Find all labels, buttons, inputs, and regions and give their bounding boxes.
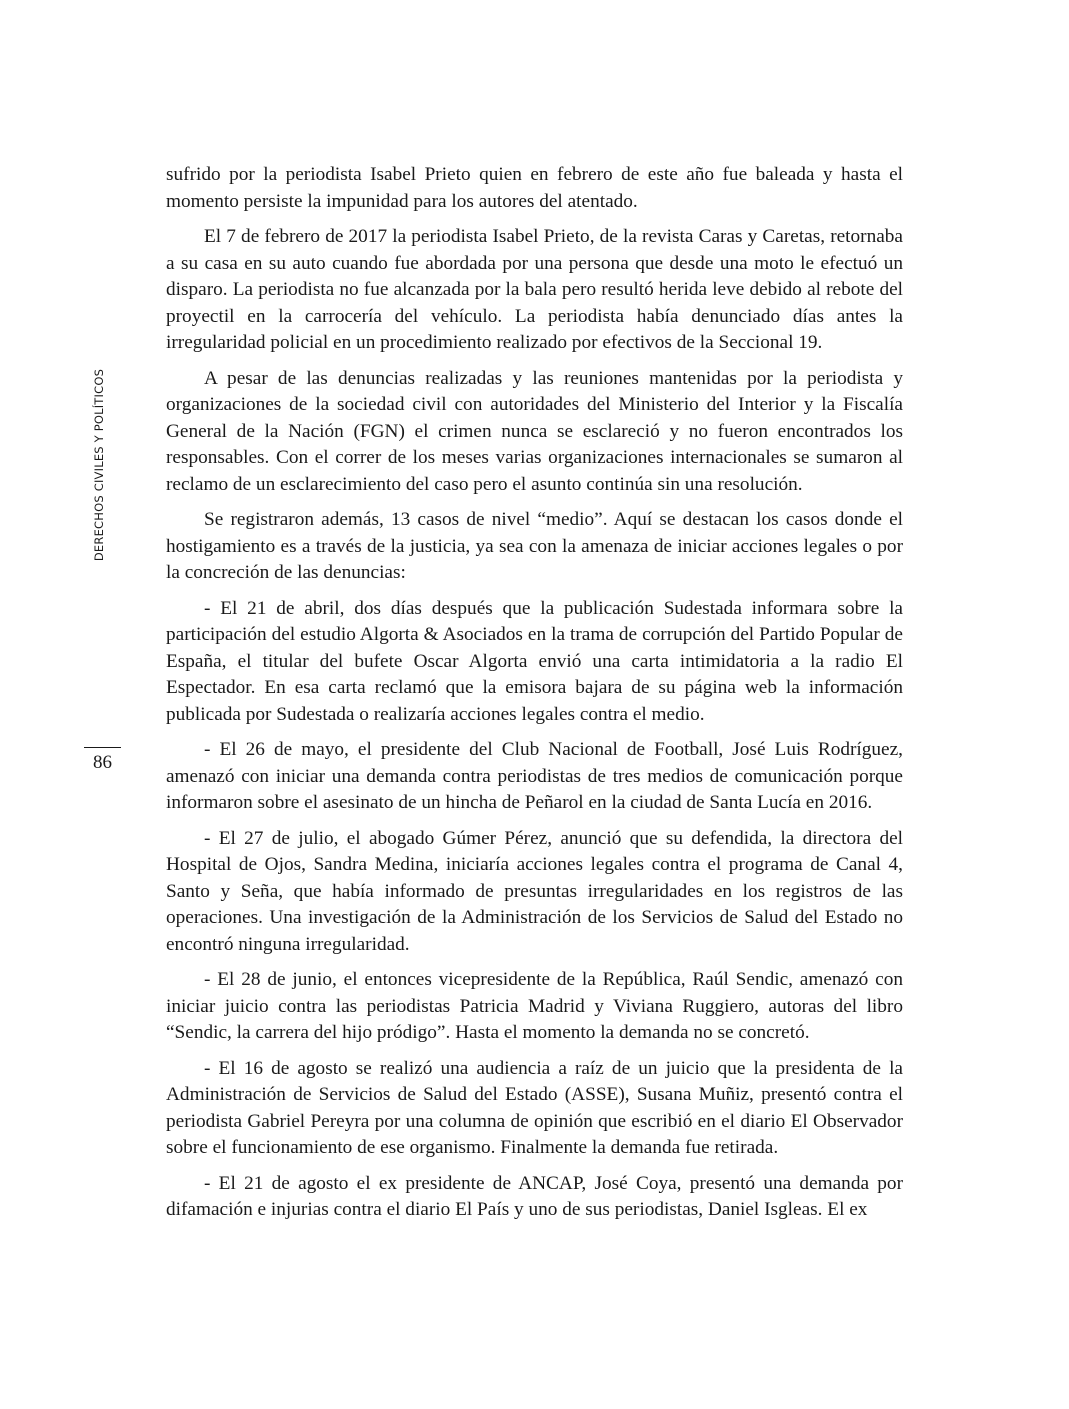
paragraph: El 7 de febrero de 2017 la periodista Isabel Prieto, de la revista Caras y Caretas, retornaba a su casa en su auto cuando fue abordada por una persona que desde una moto le efectuó un disparo. La periodista no fue alcanzada por la bala pero resultó herida leve debido al rebote del proyectil en la carrocería del vehículo. La periodista había denunciado días antes la irregularidad policial en un procedimiento realizado por efectivos de la Seccional 19. (166, 226, 903, 353)
page-number: 86 (93, 752, 112, 773)
paragraph-case-item: - El 21 de abril, dos días después que la publicación Sudestada informara sobre la participación del estudio Algorta & Asociados en la trama de corrupción del Partido Popular de España, el titular del bufete Oscar Algorta envió una carta intimidatoria a la radio El Espectador. En esa carta reclamó que la emisora bajara de su página web la información publicada por Sudestada o realizaría acciones legales contra el medio. (166, 597, 903, 725)
paragraph: A pesar de las denuncias realizadas y las reuniones mantenidas por la periodista y organizaciones de la sociedad civil con autoridades del Ministerio del Interior y la Fiscalía General de la Nación (FGN) el crimen nunca se esclareció y no fueron encontrados los responsables. Con el correr de los meses varias organizaciones internacionales se sumaron al reclamo de un esclarecimiento del caso pero el asunto continúa sin una resolución. (166, 367, 903, 495)
paragraph-continuation: sufrido por la periodista Isabel Prieto quien en febrero de este año fue baleada y hasta el momento persiste la impunidad para los autores del atentado. (166, 164, 903, 212)
paragraph: Se registraron además, 13 casos de nivel “medio”. Aquí se destacan los casos donde el hostigamiento es a través de la justicia, ya sea con la amenaza de iniciar acciones legales o por la concreción de las denuncias: (166, 509, 903, 583)
paragraph-case-item: - El 28 de junio, el entonces vicepresidente de la República, Raúl Sendic, amenazó con iniciar juicio contra las periodistas Patricia Madrid y Viviana Ruggiero, autoras del libro “Sendic, la carrera del hijo pródigo”. Hasta el momento la demanda no se concretó. (166, 969, 903, 1043)
paragraph-case-item: - El 21 de agosto el ex presidente de ANCAP, José Coya, presentó una demanda por difamación e injurias contra el diario El País y uno de sus periodistas, Daniel Isgleas. El ex (166, 1172, 903, 1220)
running-section-title: DERECHOS CIVILES Y POLÍTICOS (92, 368, 106, 562)
paragraph-case-item: - El 16 de agosto se realizó una audiencia a raíz de un juicio que la presidenta de la Administración de Servicios de Salud del Estado (ASSE), Susana Muñiz, presentó contra el periodista Gabriel Pereyra por una columna de opinión que escribió en el diario El Observador sobre el funcionamiento de ese organismo. Finalmente la demanda fue retirada. (166, 1057, 903, 1158)
paragraph-case-item: - El 26 de mayo, el presidente del Club Nacional de Football, José Luis Rodríguez, amenazó con iniciar una demanda contra periodistas de tres medios de comunicación porque informaron sobre el asesinato de un hincha de Peñarol en la ciudad de Santa Lucía en 2016. (166, 739, 903, 813)
paragraph-case-item: - El 27 de julio, el abogado Gúmer Pérez, anunció que su defendida, la directora del Hospital de Ojos, Sandra Medina, iniciaría acciones legales contra el programa de Canal 4, Santo y Seña, que había informado de presuntas irregularidades en los registros de las operaciones. Una investigación de la Administración de los Servicios de Salud del Estado no encontró ninguna irregularidad. (166, 827, 903, 955)
body-text (166, 162, 903, 1233)
page-number-rule (84, 747, 121, 748)
